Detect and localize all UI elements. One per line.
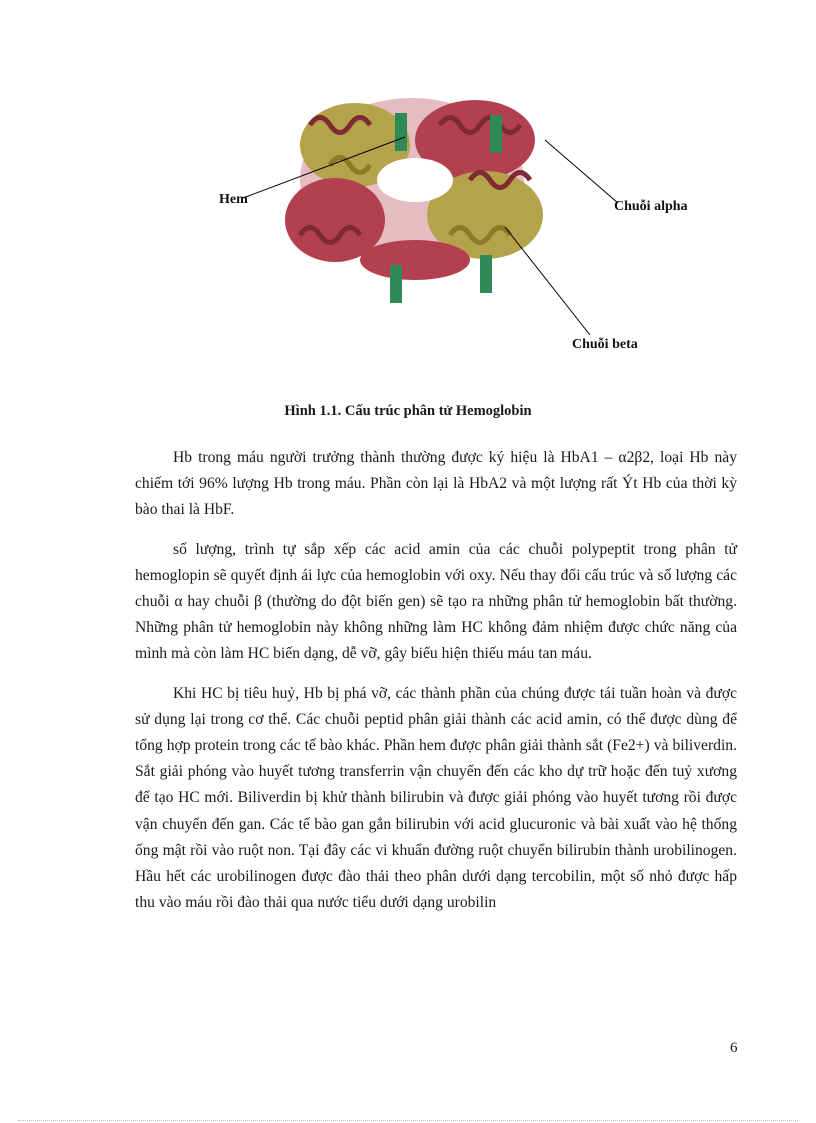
label-hem: Hem: [219, 192, 248, 207]
paragraph: Hb trong máu người trưởng thành thường được ký hiệu là HbA1 – α2β2, loại Hb này chiếm tới 96% lượng Hb trong máu. Phần còn lại là HbA2 và một lượng rất Ýt Hb của thời kỳ bào thai là HbF.: [135, 449, 737, 519]
label-beta-chain: Chuỗi beta: [572, 337, 638, 352]
page-number: 6: [730, 1040, 738, 1056]
heme-group: [490, 115, 502, 153]
alpha-pointer: [545, 140, 618, 203]
hemoglobin-figure: [200, 85, 720, 375]
heme-group: [395, 113, 407, 151]
figure-caption: Hình 1.1. Cấu trúc phân tử Hemoglobin: [284, 403, 532, 419]
heme-group: [390, 265, 402, 303]
label-alpha-chain: Chuỗi alpha: [614, 199, 688, 214]
paragraph: số lượng, trình tự sắp xếp các acid amin của các chuỗi polypeptit trong phân tử hemoglopin sẽ quyết định ái lực của hemoglobin với oxy. Nếu thay đổi cấu trúc và số lượng các chuỗi α hay chuỗi β (thường do đột biến gen) sẽ tạo ra những phân tử hemoglobin bất thường. Những phân tử hemoglobin này không những làm HC không đảm nhiệm được chức năng của mình mà còn làm HC biến dạng, dễ vỡ, gây biểu hiện thiếu máu tan máu.: [135, 540, 737, 663]
paragraph: Khi HC bị tiêu huỷ, Hb bị phá vỡ, các thành phần của chúng được tái tuần hoàn và được sử dụng lại trong cơ thể. Các chuỗi peptid phân giải thành các acid amin, có thể được dùng để tổng hợp protein trong các tế bào khác. Phần hem được phân giải thành sắt (Fe2+) và biliverdin. Sắt giải phóng vào huyết tương transferrin vận chuyển đến các kho dự trữ hoặc đến tuỷ xương để tạo HC mới. Biliverdin bị khử thành bilirubin và được giải phóng vào huyết tương rồi được vận chuyển đến gan. Các tế bào gan gắn bilirubin với acid glucuronic và bài xuất vào hệ thống ống mật rồi vào ruột non. Tại đây các vi khuẩn đường ruột chuyển bilirubin thành urobilinogen. Hầu hết các urobilinogen được đào thải theo phân dưới dạng tercobilin, một số nhỏ được hấp thu vào máu rồi đào thải qua nước tiểu dưới dạng urobilin: [135, 684, 737, 912]
hemoglobin-structure-image: [200, 85, 720, 375]
footer-divider: [18, 1120, 798, 1121]
beta-pointer: [505, 227, 590, 335]
heme-group: [480, 255, 492, 293]
body-text: [135, 445, 737, 929]
protein-blob: [285, 98, 543, 303]
